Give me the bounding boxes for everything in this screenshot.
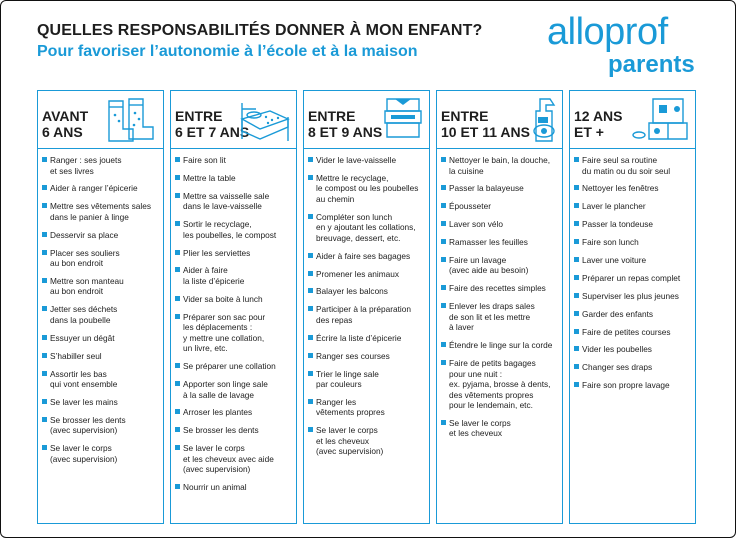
column-6-7 xyxy=(170,90,297,524)
list-item: Nettoyer les fenêtres xyxy=(570,183,693,194)
list-item: Se brosser les dents xyxy=(171,425,294,436)
list-item: Préparer un repas complet xyxy=(570,273,693,284)
bed-icon xyxy=(238,95,292,145)
page-title: QUELLES RESPONSABILITÉS DONNER À MON ENFANT? xyxy=(37,22,483,39)
column-heading-line2: 6 ET 7 ANS xyxy=(175,124,250,140)
task-list xyxy=(38,155,163,472)
list-item: Aider à faire ses bagages xyxy=(304,251,427,262)
list-item: Aider à faire la liste d’épicerie xyxy=(171,265,294,286)
list-item: Essuyer un dégât xyxy=(38,333,161,344)
list-item: S’habiller seul xyxy=(38,351,161,362)
list-item: Se brosser les dents (avec supervision) xyxy=(38,415,161,436)
list-item: Passer la tondeuse xyxy=(570,219,693,230)
list-item: Placer ses souliers au bon endroit xyxy=(38,248,161,269)
list-item: Mettre ses vêtements sales dans le panier à linge xyxy=(38,201,161,222)
list-item: Enlever les draps sales de son lit et les mettre à laver xyxy=(437,301,560,333)
list-item: Sortir le recyclage, les poubelles, le compost xyxy=(171,219,294,240)
list-item: Passer la balayeuse xyxy=(437,183,560,194)
list-item: Laver le plancher xyxy=(570,201,693,212)
column-heading-line1: ENTRE xyxy=(441,108,489,124)
task-list xyxy=(570,155,695,398)
list-item: Faire seul sa routine du matin ou du soir seul xyxy=(570,155,693,176)
list-item: Nourrir un animal xyxy=(171,482,294,493)
list-item: Nettoyer le bain, la douche, la cuisine xyxy=(437,155,560,176)
list-item: Faire un lavage (avec aide au besoin) xyxy=(437,255,560,276)
list-item: Se préparer une collation xyxy=(171,361,294,372)
page-subtitle: Pour favoriser l’autonomie à l’école et à la maison xyxy=(37,43,418,60)
cleaning-supplies-icon xyxy=(532,95,558,145)
list-item: Faire son lit xyxy=(171,155,294,166)
column-before-6 xyxy=(37,90,164,524)
list-item: Garder des enfants xyxy=(570,309,693,320)
list-item: Participer à la préparation des repas xyxy=(304,304,427,325)
list-item: Ranger : ses jouets et ses livres xyxy=(38,155,161,176)
list-item: Préparer son sac pour les déplacements : y mettre une collation, un livre, etc. xyxy=(171,312,294,354)
column-heading-line2: 6 ANS xyxy=(42,124,83,140)
column-heading-line2: 8 ET 9 ANS xyxy=(308,124,383,140)
list-item: Aider à ranger l’épicerie xyxy=(38,183,161,194)
list-item: Faire de petites courses xyxy=(570,327,693,338)
list-item: Compléter son lunch en y ajoutant les collations, breuvage, dessert, etc. xyxy=(304,212,427,244)
list-item: Apporter son linge sale à la salle de lavage xyxy=(171,379,294,400)
column-8-9 xyxy=(303,90,430,524)
list-item: Se laver le corps et les cheveux xyxy=(437,418,560,439)
list-item: Mettre son manteau au bon endroit xyxy=(38,276,161,297)
list-item: Se laver les mains xyxy=(38,397,161,408)
brand-logo: alloprof xyxy=(547,11,668,53)
list-item: Arroser les plantes xyxy=(171,407,294,418)
list-item: Vider les poubelles xyxy=(570,344,693,355)
folded-clothes-icon xyxy=(381,95,425,145)
column-heading-line1: ENTRE xyxy=(175,108,223,124)
rain-boots-icon xyxy=(103,95,159,145)
list-item: Assortir les bas qui vont ensemble xyxy=(38,369,161,390)
list-item: Jetter ses déchets dans la poubelle xyxy=(38,304,161,325)
list-item: Se laver le corps (avec supervision) xyxy=(38,443,161,464)
column-header xyxy=(171,91,296,149)
list-item: Promener les animaux xyxy=(304,269,427,280)
list-item: Écrire la liste d’épicerie xyxy=(304,333,427,344)
column-heading-line1: ENTRE xyxy=(308,108,356,124)
list-item: Trier le linge sale par couleurs xyxy=(304,369,427,390)
list-item: Étendre le linge sur la corde xyxy=(437,340,560,351)
task-list xyxy=(304,155,429,464)
brand-logo-sub: parents xyxy=(608,51,695,78)
list-item: Plier les serviettes xyxy=(171,248,294,259)
lunch-box-icon xyxy=(631,95,691,145)
list-item: Mettre sa vaisselle sale dans le lave-vaisselle xyxy=(171,191,294,212)
list-item: Vider sa boite à lunch xyxy=(171,294,294,305)
column-header xyxy=(570,91,695,149)
list-item: Faire de petits bagages pour une nuit : ex. pyjama, brosse à dents, des vêtements propres pour le lendemain, etc. xyxy=(437,358,560,411)
list-item: Se laver le corps et les cheveux (avec supervision) xyxy=(304,425,427,457)
list-item: Laver son vélo xyxy=(437,219,560,230)
column-heading-line2: ET + xyxy=(574,124,604,140)
column-header xyxy=(437,91,562,149)
column-heading-line2: 10 ET 11 ANS xyxy=(441,124,530,140)
column-10-11 xyxy=(436,90,563,524)
list-item: Épousseter xyxy=(437,201,560,212)
column-12-plus xyxy=(569,90,696,524)
column-header xyxy=(38,91,163,149)
list-item: Vider le lave-vaisselle xyxy=(304,155,427,166)
list-item: Desservir sa place xyxy=(38,230,161,241)
list-item: Se laver le corps et les cheveux avec aide (avec supervision) xyxy=(171,443,294,475)
list-item: Faire son propre lavage xyxy=(570,380,693,391)
list-item: Mettre le recyclage, le compost ou les poubelles au chemin xyxy=(304,173,427,205)
list-item: Faire son lunch xyxy=(570,237,693,248)
list-item: Laver une voiture xyxy=(570,255,693,266)
list-item: Faire des recettes simples xyxy=(437,283,560,294)
list-item: Balayer les balcons xyxy=(304,286,427,297)
column-heading-line1: 12 ANS xyxy=(574,108,623,124)
task-list xyxy=(171,155,296,500)
column-heading-line1: AVANT xyxy=(42,108,89,124)
list-item: Changer ses draps xyxy=(570,362,693,373)
task-list xyxy=(437,155,562,446)
list-item: Mettre la table xyxy=(171,173,294,184)
column-header xyxy=(304,91,429,149)
list-item: Ranger ses courses xyxy=(304,351,427,362)
list-item: Ramasser les feuilles xyxy=(437,237,560,248)
list-item: Ranger les vêtements propres xyxy=(304,397,427,418)
list-item: Superviser les plus jeunes xyxy=(570,291,693,302)
